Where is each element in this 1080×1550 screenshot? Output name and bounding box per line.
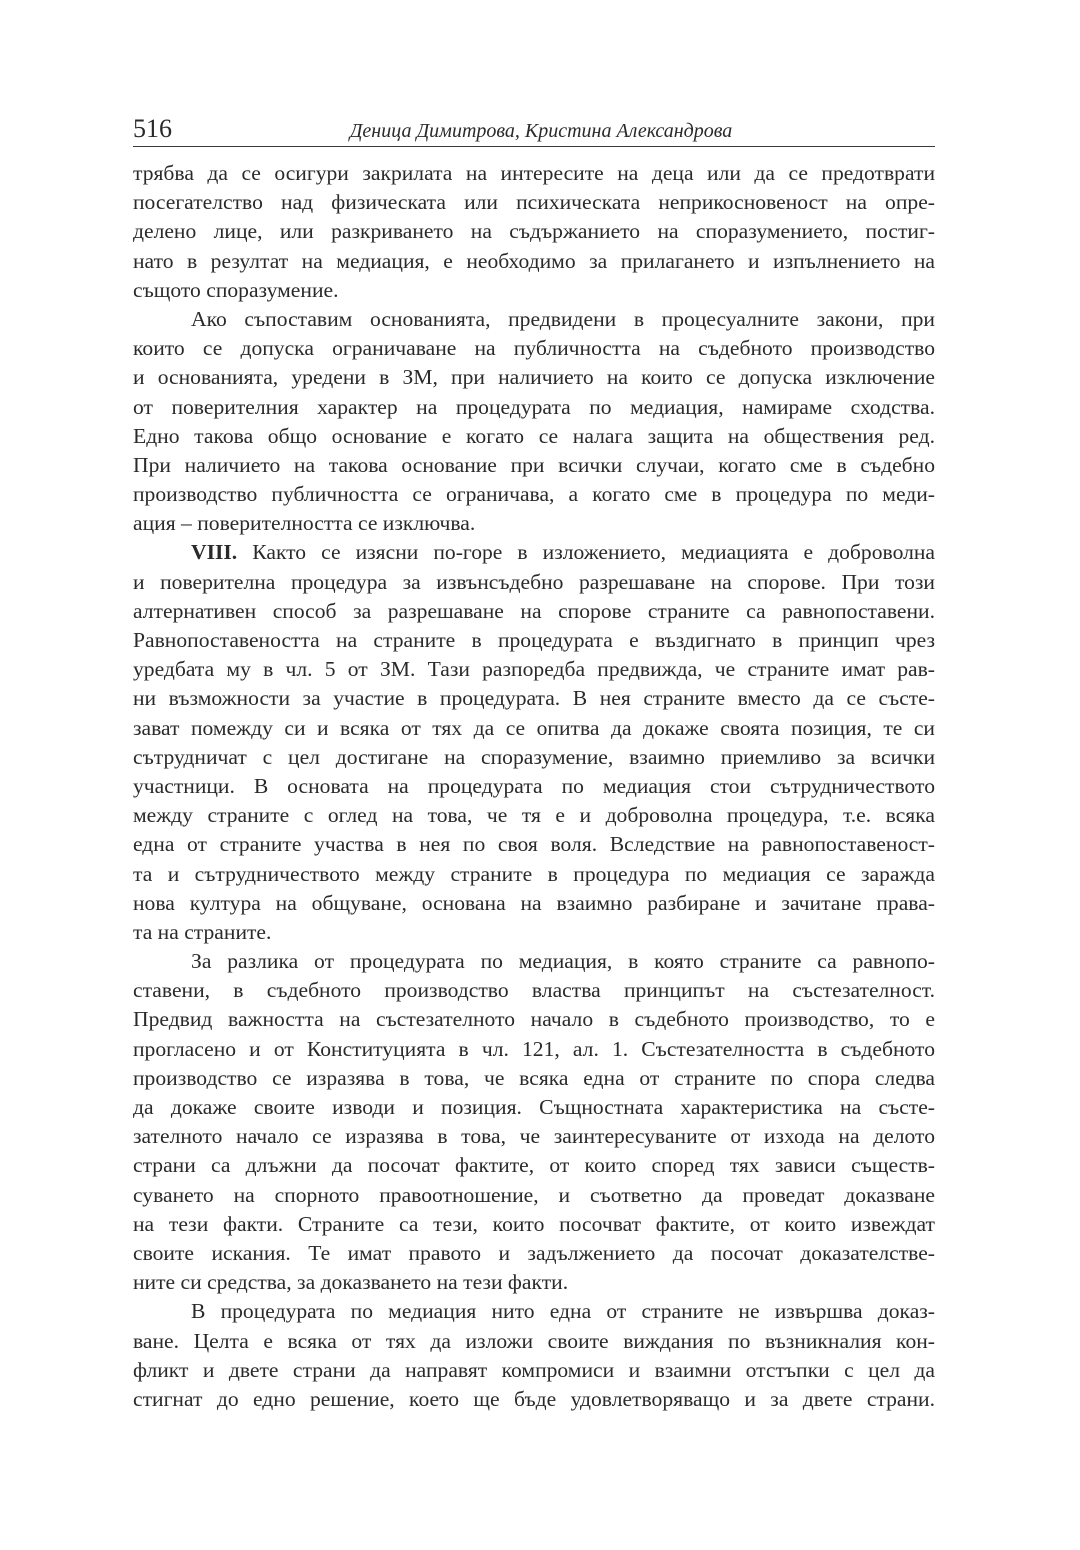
text-line: Равнопоставеността на страните в процедурата е въздигнато в принцип чрез xyxy=(133,628,935,652)
text-line: та на страните. xyxy=(133,919,272,944)
text-line: зават помежду си и всяка от тях да се опитва да докаже своята позиция, те си xyxy=(133,715,935,740)
text-line: и поверителна процедура за извънсъдебно разрешаване на спорове. При този xyxy=(133,569,935,594)
text-line: уредбата му в чл. 5 от ЗМ. Тази разпоредба предвижда, че страните имат рав- xyxy=(133,657,935,682)
text-line: алтернативен способ за разрешаване на спорове страните са равнопоставени. xyxy=(133,598,935,623)
text-line: страни са длъжни да посочат фактите, от които според тях зависи съществ- xyxy=(133,1153,935,1178)
paragraph-3 xyxy=(133,538,935,947)
text-line: които се допуска ограничаване на публичността на съдебното производство xyxy=(133,336,935,361)
text-line: една от страните участва в нея по своя воля. Вследствие на равнопоставеност- xyxy=(133,832,935,857)
text-line-with-lead xyxy=(133,538,935,567)
text-line: същото споразумение. xyxy=(133,277,339,302)
running-head xyxy=(133,112,935,147)
text-line-remainder: Както се изясни по-горе в изложението, медиацията е доброволна xyxy=(237,540,935,565)
text-line: зателното начало се изразява в това, че заинтересуваните от изхода на делото xyxy=(133,1124,935,1149)
text-line: ните си средства, за доказването на тези факти. xyxy=(133,1270,569,1295)
text-line: Ако съпоставим основанията, предвидени в процесуалните закони, при xyxy=(191,306,935,331)
text-line: участници. В основата на процедурата по медиация стои сътрудничеството xyxy=(133,773,935,798)
text-line: производство се изразява в това, че всяка една от страните по спора следва xyxy=(133,1065,935,1090)
text-line: своите искания. Те имат правото и задължението да посочат доказателстве- xyxy=(133,1240,935,1265)
text-line: ация – поверителността се изключва. xyxy=(133,511,476,536)
text-line: трябва да се осигури закрилата на интересите на деца или да се предотврати xyxy=(133,161,935,185)
text-line: Предвид важността на състезателното начало в съдебното производство, то е xyxy=(133,1007,935,1032)
text-line: ни възможности за участие в процедурата. В нея страните вместо да се състе- xyxy=(133,686,935,711)
text-line: посегателство над физическата или психическата неприкосновеност на опре- xyxy=(133,190,935,215)
text-line: между страните с оглед на това, че тя е и доброволна процедура, т.е. всяка xyxy=(133,803,935,828)
page-number: 516 xyxy=(133,114,172,143)
text-line: суването на спорното правоотношение, и съответно да проведат доказване xyxy=(133,1182,935,1207)
text-line: производство публичността се ограничава, а когато сме в процедура по меди- xyxy=(133,482,935,507)
text-line: прогласено и от Конституцията в чл. 121, ал. 1. Състезателността в съдебното xyxy=(133,1036,935,1061)
text-line: и основанията, уредени в ЗМ, при наличието на които се допуска изключение xyxy=(133,365,935,390)
text-line: фликт и двете страни да направят компромиси и взаимни отстъпки с цел да xyxy=(133,1357,935,1382)
paragraph-4 xyxy=(133,947,935,1297)
paragraph-5 xyxy=(133,1297,935,1414)
text-line: Едно такова общо основание е когато се налага защита на обществения ред. xyxy=(133,423,935,448)
page xyxy=(133,112,935,1414)
text-line: нова култура на общуване, основана на взаимно разбиране и зачитане права- xyxy=(133,890,935,915)
section-number: VIII. xyxy=(191,540,238,565)
paragraph-1 xyxy=(133,159,935,305)
text-line: При наличието на такова основание при всички случаи, когато сме в съдебно xyxy=(133,452,935,477)
text-line: За разлика от процедурата по медиация, в която страните са равнопо- xyxy=(191,949,935,974)
text-line: та и сътрудничеството между страните в процедура по медиация се заражда xyxy=(133,861,935,886)
body-text xyxy=(133,159,935,1414)
running-title: Деница Димитрова, Кристина Александрова xyxy=(349,120,733,142)
text-line: ставени, в съдебното производство властва принципът на състезателност. xyxy=(133,978,935,1003)
text-line: сътрудничат с цел достигане на споразумение, взаимно приемливо за всички xyxy=(133,744,935,769)
text-line: стигнат до едно решение, което ще бъде удовлетворяващо и за двете страни. xyxy=(133,1386,935,1411)
text-line: нато в резултат на медиация, е необходимо за прилагането и изпълнението на xyxy=(133,248,935,273)
text-line: на тези факти. Страните са тези, които посочват фактите, от които извеждат xyxy=(133,1211,935,1236)
paragraph-2 xyxy=(133,305,935,539)
text-line: ване. Целта е всяка от тях да изложи своите виждания по възникналия кон- xyxy=(133,1328,935,1353)
text-line: делено лице, или разкриването на съдържанието на споразумението, постиг- xyxy=(133,219,935,244)
text-line: да докаже своите изводи и позиция. Същностната характеристика на състе- xyxy=(133,1095,935,1119)
text-line: от поверителния характер на процедурата по медиация, намираме сходства. xyxy=(133,394,935,419)
text-line: В процедурата по медиация нито една от страните не извършва доказ- xyxy=(191,1299,935,1324)
